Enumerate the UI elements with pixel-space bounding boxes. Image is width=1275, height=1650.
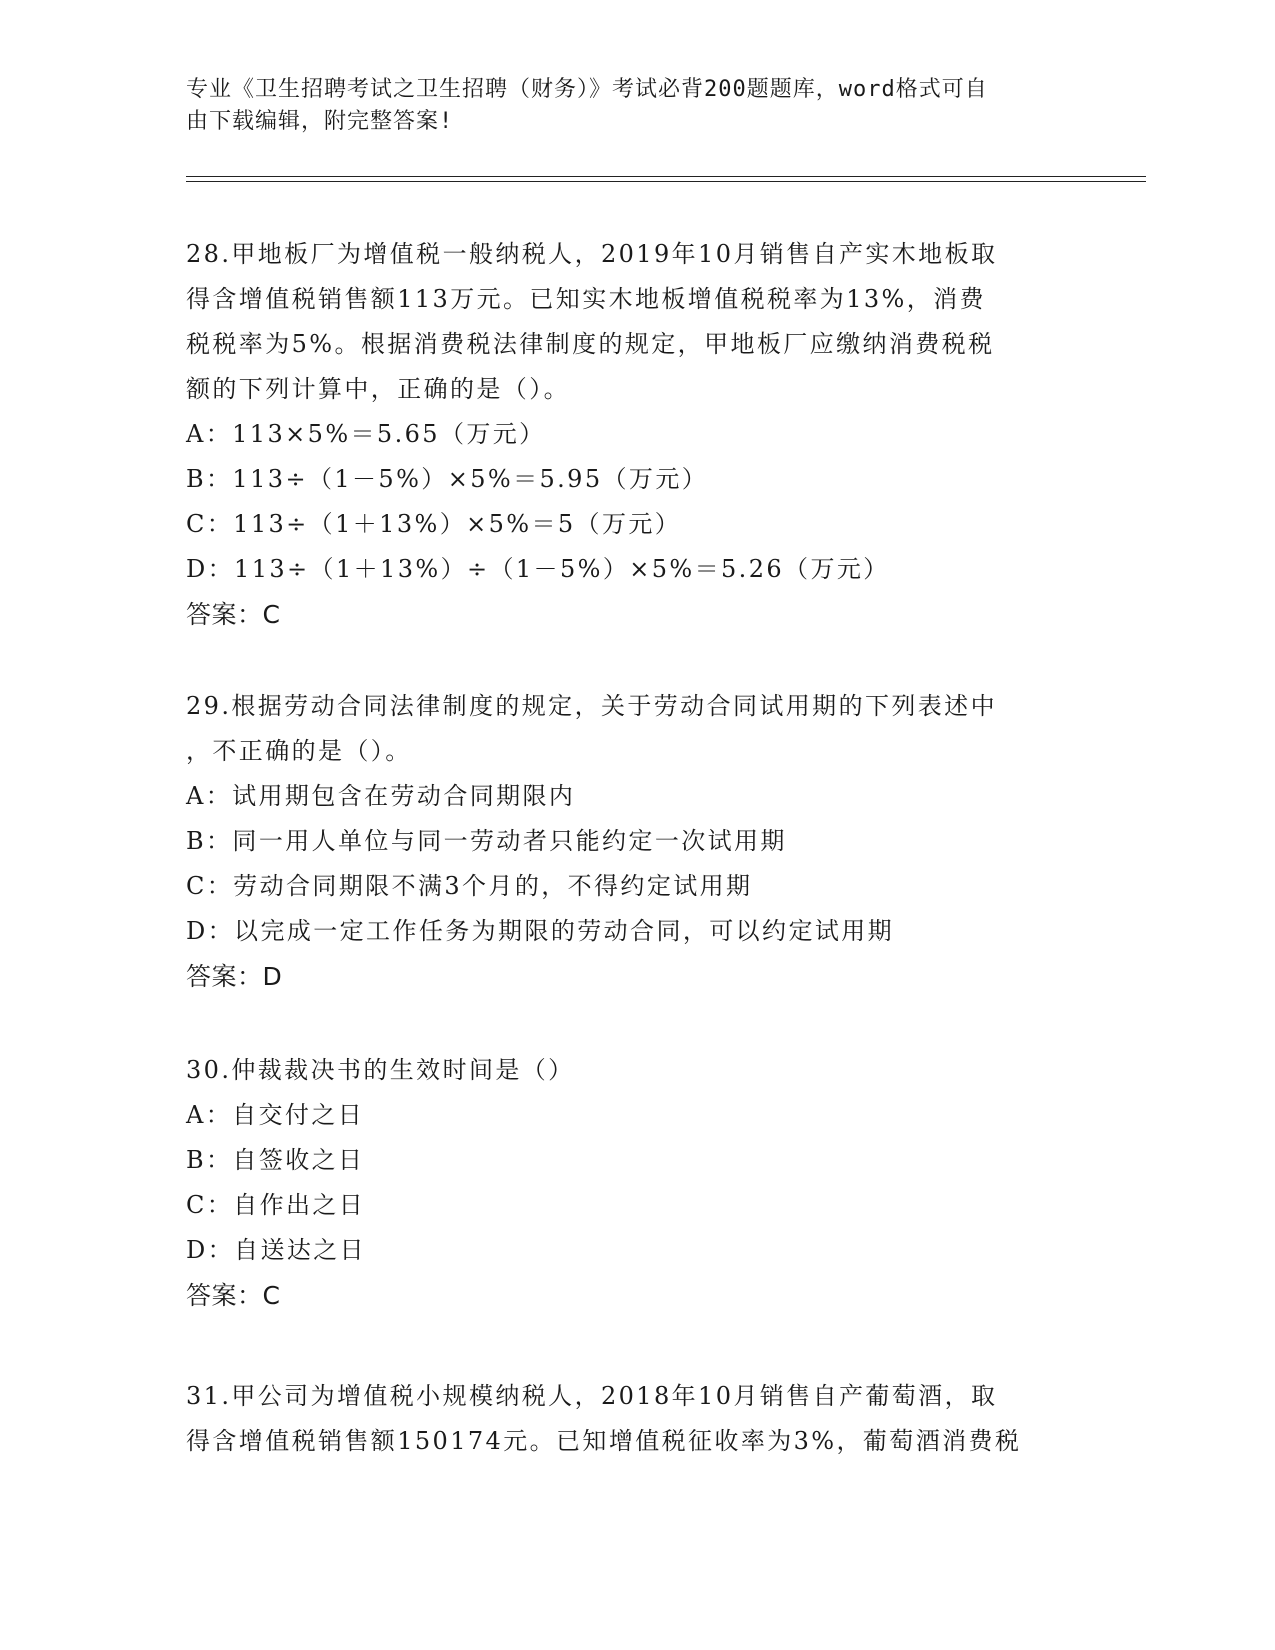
question-31: [186, 1374, 1086, 1464]
header-divider-top: [186, 176, 1146, 177]
option-a: A：试用期包含在劳动合同期限内: [186, 782, 576, 810]
option-c: C：自作出之日: [186, 1191, 366, 1219]
question-stem-line: 额的下列计算中，正确的是（）。: [186, 375, 570, 403]
option-c: C：劳动合同期限不满3个月的，不得约定试用期: [186, 872, 753, 900]
option-d: D：以完成一定工作任务为期限的劳动合同，可以约定试用期: [186, 917, 895, 945]
document-header: [186, 74, 1066, 138]
question-28: [186, 232, 1086, 637]
answer-key: 答案：C: [186, 1281, 281, 1310]
question-stem-line: 30.仲裁裁决书的生效时间是（）: [186, 1056, 575, 1084]
option-c: C：113÷（1＋13%）×5%＝5（万元）: [186, 510, 682, 538]
option-a: A：自交付之日: [186, 1101, 365, 1129]
option-b: B：113÷（1－5%）×5%＝5.95（万元）: [186, 465, 709, 493]
header-line-2: 由下载编辑，附完整答案!: [186, 109, 454, 134]
question-stem-line: 得含增值税销售额113万元。已知实木地板增值税税率为13%，消费: [186, 285, 986, 313]
question-stem-line: ，不正确的是（）。: [186, 737, 412, 765]
question-stem-line: 29.根据劳动合同法律制度的规定，关于劳动合同试用期的下列表述中: [186, 692, 997, 720]
question-stem-line: 31.甲公司为增值税小规模纳税人，2018年10月销售自产葡萄酒，取: [186, 1382, 998, 1410]
option-a: A：113×5%＝5.65（万元）: [186, 420, 546, 448]
option-b: B：同一用人单位与同一劳动者只能约定一次试用期: [186, 827, 787, 855]
question-stem-line: 28.甲地板厂为增值税一般纳税人，2019年10月销售自产实木地板取: [186, 240, 998, 268]
question-stem-line: 得含增值税销售额150174元。已知增值税征收率为3%，葡萄酒消费税: [186, 1427, 1022, 1455]
question-30: [186, 1048, 1086, 1318]
option-d: D：自送达之日: [186, 1236, 367, 1264]
question-stem-line: 税税率为5%。根据消费税法律制度的规定，甲地板厂应缴纳消费税税: [186, 330, 995, 358]
answer-key: 答案：C: [186, 600, 281, 629]
header-line-1: 专业《卫生招聘考试之卫生招聘（财务）》考试必背200题题库，word格式可自: [186, 77, 988, 102]
header-divider-bottom: [186, 181, 1146, 182]
option-d: D：113÷（1＋13%）÷（1－5%）×5%＝5.26（万元）: [186, 555, 890, 583]
answer-key: 答案：D: [186, 962, 283, 991]
question-29: [186, 684, 1086, 999]
option-b: B：自签收之日: [186, 1146, 365, 1174]
